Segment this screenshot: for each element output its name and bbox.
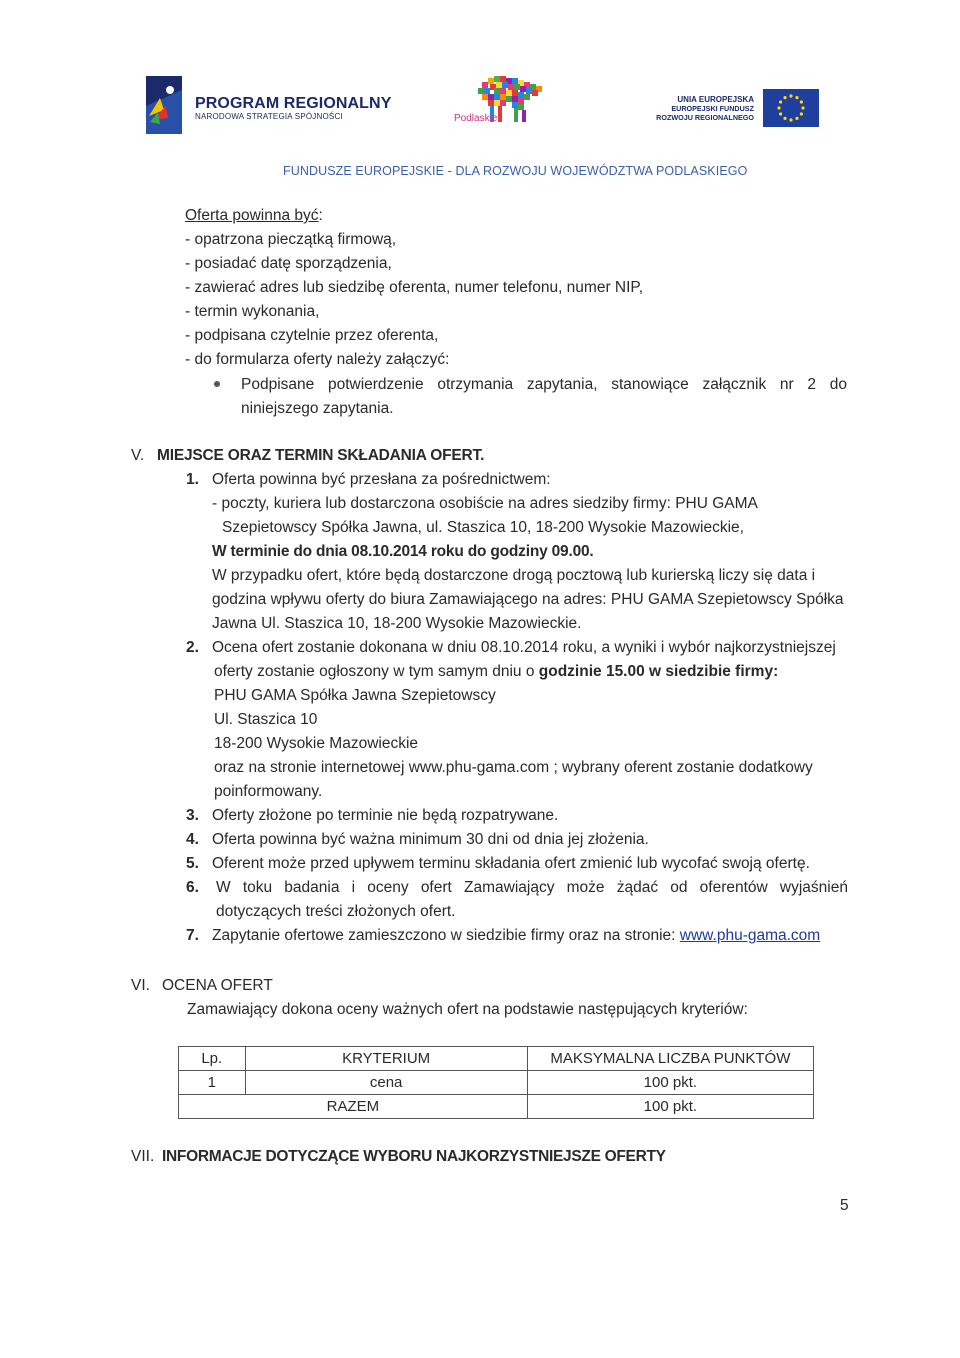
item-6-word: Zamawiający: [464, 879, 555, 896]
item-6-word: oceny: [367, 879, 409, 896]
item-6-word: toku: [242, 879, 273, 896]
bullet-word: do: [829, 376, 847, 393]
item-1-line: Szepietowscy Spółka Jawna, ul. Staszica 10, 18-200 Wysokie Mazowieckie,: [222, 519, 744, 536]
item-6-word: wyjaśnień: [779, 879, 848, 896]
item-6-line-2: dotyczących treści złożonych ofert.: [216, 903, 456, 920]
item-6-word: i: [351, 879, 356, 896]
item-2-line: poinformowany.: [214, 783, 323, 800]
item-3-line: Oferty złożone po terminie nie będą rozpatrywane.: [212, 807, 559, 824]
requirement-item: - zawierać adres lub siedzibę oferenta, numer telefonu, numer NIP,: [185, 279, 644, 296]
section-6-title: OCENA OFERT: [162, 977, 273, 994]
deadline-bold: W terminie do dnia 08.10.2014 roku do godziny 09.00.: [212, 543, 594, 560]
bullet-word: załącznik: [702, 376, 767, 393]
table-header-lp: Lp.: [179, 1047, 246, 1071]
criteria-table: [178, 1046, 814, 1119]
item-2-line: Ul. Staszica 10: [214, 711, 318, 728]
item-1-line: Jawna Ul. Staszica 10, 18-200 Wysokie Mazowieckie.: [212, 615, 582, 632]
program-regionalny-title: PROGRAM REGIONALNY: [195, 95, 392, 112]
section-6-number: VI.: [131, 977, 150, 994]
item-1-line: W przypadku ofert, które będą dostarczone drogą pocztową lub kurierską liczy się data i: [212, 567, 816, 584]
bullet-word: Podpisane: [241, 376, 315, 393]
offer-heading-text: Oferta powinna być: [185, 207, 319, 224]
table-cell-lp: 1: [179, 1071, 246, 1095]
section-5-title: MIEJSCE ORAZ TERMIN SKŁADANIA OFERT.: [157, 447, 485, 464]
item-2-line: PHU GAMA Spółka Jawna Szepietowscy: [214, 687, 496, 704]
bullet-word: otrzymania: [437, 376, 514, 393]
page-number: 5: [840, 1197, 849, 1214]
table-header-max-points: MAKSYMALNA LICZBA PUNKTÓW: [527, 1047, 813, 1071]
eu-fund-text: [656, 95, 754, 122]
item-7-line: [212, 926, 820, 946]
section-6-intro: Zamawiający dokona oceny ważnych ofert na podstawie następujących kryteriów:: [187, 1001, 748, 1018]
item-number: 2.: [186, 639, 199, 656]
table-header-row: [179, 1047, 814, 1071]
eu-line-2: EUROPEJSKI FUNDUSZ: [671, 104, 754, 113]
section-7-number: VII.: [131, 1148, 155, 1165]
offer-requirements-heading: [185, 206, 323, 226]
item-6-word: badania: [284, 879, 340, 896]
program-regionalny-logo-icon: [146, 76, 182, 134]
item-6-word: ofert: [420, 879, 452, 896]
item-2-line: [214, 662, 778, 682]
item-number: 7.: [186, 927, 199, 944]
item-1-line: Oferta powinna być przesłana za pośrednictwem:: [212, 471, 551, 488]
item-6-word: W: [216, 879, 231, 896]
requirement-item: - termin wykonania,: [185, 303, 320, 320]
item-6-word: żądać: [616, 879, 659, 896]
item-2-line: Ocena ofert zostanie dokonana w dniu 08.10.2014 roku, a wyniki i wybór najkorzystniejszej: [212, 639, 836, 656]
bullet-line-2: niniejszego zapytania.: [241, 400, 394, 417]
item-2-line: oraz na stronie internetowej www.phu-gama.com ; wybrany oferent zostanie dodatkowy: [214, 759, 813, 776]
bullet-word: potwierdzenie: [327, 376, 424, 393]
table-header-criterion: KRYTERIUM: [245, 1047, 527, 1071]
item-1-line: - poczty, kuriera lub dostarczona osobiście na adres siedziby firmy: PHU GAMA: [212, 495, 758, 512]
item-6-word: od: [670, 879, 688, 896]
offer-heading-colon: :: [318, 207, 323, 224]
item-6-word: oferentów: [699, 879, 768, 896]
eu-line-3: ROZWOJU REGIONALNEGO: [656, 113, 754, 122]
bullet-word: nr: [779, 376, 794, 393]
table-total-row: [179, 1095, 814, 1119]
item-number: 1.: [186, 471, 199, 488]
table-total-points: 100 pkt.: [527, 1095, 813, 1119]
table-row: [179, 1071, 814, 1095]
section-5-number: V.: [131, 447, 145, 464]
item-2-bold: godzinie 15.00 w siedzibie firmy:: [538, 663, 779, 680]
header-slogan: FUNDUSZE EUROPEJSKIE - DLA ROZWOJU WOJEWÓDZTWA PODLASKIEGO: [283, 164, 748, 178]
requirement-item: - podpisana czytelnie przez oferenta,: [185, 327, 439, 344]
item-6-line-1: [216, 878, 848, 898]
bullet-word: 2: [807, 376, 817, 393]
item-2-line: 18-200 Wysokie Mazowieckie: [214, 735, 419, 752]
requirement-item: - do formularza oferty należy załączyć:: [185, 351, 450, 368]
item-number: 3.: [186, 807, 199, 824]
bullet-icon: [214, 381, 220, 387]
table-cell-points: 100 pkt.: [527, 1071, 813, 1095]
bullet-word: stanowiące: [611, 376, 689, 393]
program-regionalny-subtitle: NARODOWA STRATEGIA SPÓJNOŚCI: [195, 112, 343, 121]
table-cell-criterion: cena: [245, 1071, 527, 1095]
section-7-title: INFORMACJE DOTYCZĄCE WYBORU NAJKORZYSTNIEJSZE OFERTY: [162, 1148, 666, 1165]
eu-flag-icon: [763, 89, 819, 127]
item-4-line: Oferta powinna być ważna minimum 30 dni od dnia jej złożenia.: [212, 831, 649, 848]
requirement-item: - posiadać datę sporządzenia,: [185, 255, 392, 272]
requirement-item: - opatrzona pieczątką firmową,: [185, 231, 397, 248]
bullet-word: zapytania,: [526, 376, 598, 393]
table-total-label: RAZEM: [179, 1095, 528, 1119]
item-number: 5.: [186, 855, 199, 872]
item-5-line: Oferent może przed upływem terminu składania ofert zmienić lub wycofać swoją ofertę.: [212, 855, 810, 872]
phu-gama-link[interactable]: www.phu-gama.com: [679, 927, 821, 944]
item-number: 6.: [186, 879, 199, 896]
item-6-word: może: [566, 879, 605, 896]
item-1-line: godzina wpływu oferty do biura Zamawiającego na adres: PHU GAMA Szepietowscy Spółka: [212, 591, 844, 608]
item-2-text: oferty zostanie ogłoszony w tym samym dniu o: [214, 663, 539, 680]
podlaskie-logo-text: Podlaskie: [454, 113, 498, 124]
bullet-line-1: [241, 375, 847, 395]
eu-line-1: UNIA EUROPEJSKA: [677, 95, 754, 104]
item-7-text: Zapytanie ofertowe zamieszczono w siedzibie firmy oraz na stronie:: [212, 927, 680, 944]
item-number: 4.: [186, 831, 199, 848]
